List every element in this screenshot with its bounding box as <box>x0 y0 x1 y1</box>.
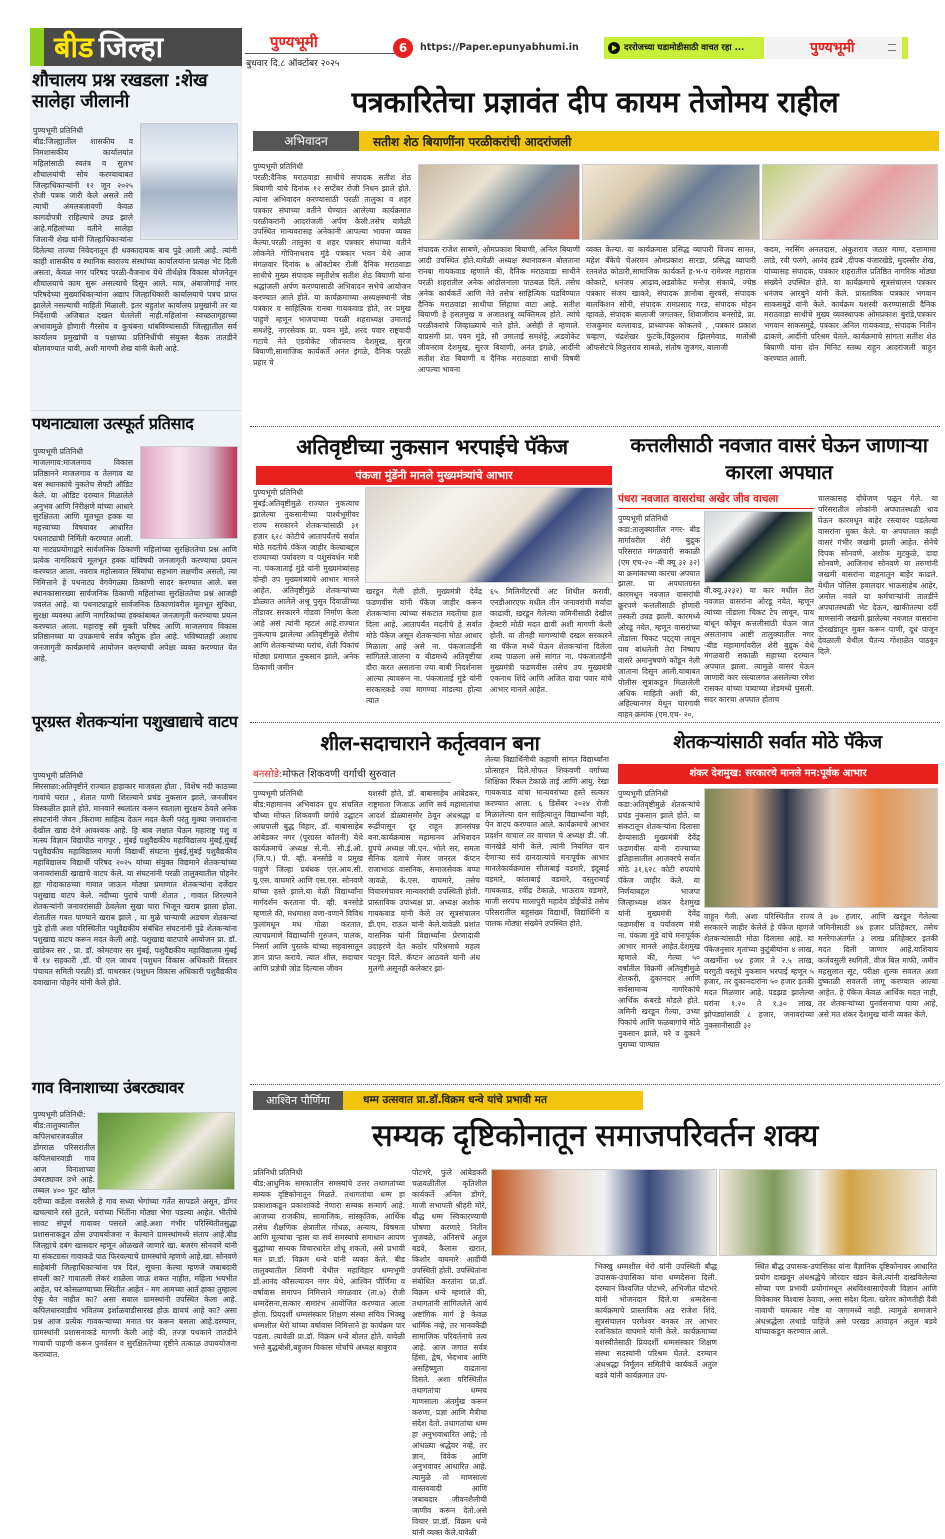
classes-headline: शील-सदाचाराने कर्तृत्ववान बना <box>320 731 540 755</box>
lead-photo-3 <box>762 164 938 240</box>
dhamma-col-1 <box>253 1168 405 1432</box>
date-line: बुधवार दि.८ ऑक्टोबर २०२५ <box>246 59 340 69</box>
calves-headline: कत्तलीसाठी नवजात वासरं घेऊन जाणाऱ्या कारला अपघात <box>630 433 928 484</box>
lead-col-1-text: परळी:दैनिक मराठवाडा साथीचे संपादक सतीश शेठ बियाणी यांचे दिनांक १२ सप्टेंबर रोजी निधन झाले होते. त्यांना अभिवादन करण्यासाठी परळी तालुका व शहर पत्रकार संघाच्या वतीने घेण्यात आलेल्या कार्यक्रमात परळीकरांनी आदरांजली अर्पण केली.तसेच यावेळी उपस्थित मान्यवरासह अनेकांनी आपल्या भावना व्यक्त केल्या.परळी तालुका व शहर पत्रकार संघाच्या वतीने लोकनेते गोपिनाथराव मुंडे पत्रकार भवन येथे आज मंगळवार दिनांक ७ ऑक्टोबर रोजी दैनिक मराठवाडा साथीचे मुख्य संपादक स्मृतीशेष सतीश शेठ बियाणी यांना श्रद्धांजली अर्पण करण्यासाठी अभिवादन सभेचे आयोजन करण्यात आले होते. या कार्यक्रमाच्या अध्यक्षस्थानी जेष्ठ पत्रकार व साहित्यिक रानबा गायकवाड होते, तर प्रमुख पाहुणे म्हणून भाजपाच्या परळी शहराध्यक्ष उमाताई समशेट्टे, नगरसेवक प्रा. पवन मुंडे, शरद पवार राष्ट्रवादी गटाचे नेते एडवोकेट जीवनराव देशमुख, सुरज बियाणी,सामाजिक कार्यकर्ते अनंत इंगळे, दैनिक परळी प्रहार चे <box>253 172 411 368</box>
lead-kicker: अभिवादन <box>253 131 359 151</box>
classes-subhead <box>253 766 451 783</box>
section-banner-accent <box>30 28 44 66</box>
story-toilet-body <box>33 126 237 406</box>
dhamma-col-1-text: बीड:आधुनिक समकालीन समस्यांचे उत्तर तथागतांच्या सम्यक दृष्टिकोनातून मिळते. तथागतांचा धम्म हा प्रकाशाकडून प्रकाशाकडे नेणारा सम्यक सन्मार्ग आहे. आजच्या राजकीय, सामाजिक, सांस्कृतिक, आर्थिक तसेच शैक्षणिक क्षेत्रातील गोंधळ, अन्याय, विषमता आणि मूल्यांचा ऱ्हास या सर्व समस्यांचे समाधान आपण बुद्धांच्या सम्यक विचारधारेत शोधू शकतो, असे प्रभावी मत प्रा.डॉ. विक्रम धन्वे यांनी व्यक्त केले. बीड तालुक्यातील शिवणी येथील महाविहार धम्मभूमी डॉ.आनंद कौसल्यायन नगर येथे, आश्विन पौर्णिमा व वर्षावास समापन निमित्ताने मंगळवार (ता.७) रोजी धम्मदेसना,सत्कार समारंभ आयोजित करण्यात आला होता. प्रियदर्शी धम्मसंस्कार शिक्षण संस्था सचिव भिक्खु धम्मशील थेरो यांच्या वर्षावास निमित्ताने हा कार्यक्रम पार पडला. त्यावेळी प्रा.डॉ. विक्रम धन्वे बोलत होते. यावेळी भन्ते बुद्धबोधी,बहुजन विकास मोर्चाचे अध्यक्ष बाबुराव <box>253 1178 405 1352</box>
byline: पुण्यभूमी प्रतिनिधी <box>253 488 304 497</box>
paper-logo: पुण्यभूमी <box>270 33 318 51</box>
byline: पुण्यभूमी प्रतिनिधी: <box>33 1110 86 1119</box>
classes-subhead-text: मोफत शिकवणी वर्गाची सुरुवात <box>282 769 396 780</box>
byline: पुण्यभूमी प्रतिनिधी <box>33 771 84 780</box>
farmers-col-3: ते ३७ हजार, आणि खरडून गेलेल्या जमिनीसाठी ४७ हजार प्रतिहेक्टर, तसेच मनरेगाअंतर्गत ३ लाख प्रतिहेक्टर इतकी मदत दिली जाणार आहे.याशिवाय कर्जवसुली स्थगिती, वीज बिल माफी, जमीन महसुलात सूट, परीक्षा शुल्क सवलत अशा दुष्काळी सवलती लागू करण्यात आल्या आहेत. हे पॅकेज केवळ आर्थिक मदत नाही, तर शेतकऱ्यांच्या पुनर्वसनाचा पाया आहे, असे मत शंकर देशमुख यांनी व्यक्त केले. <box>818 912 938 1020</box>
story-text: माजलगाव:माजलगाव विकास प्रतिष्ठानने माजलगाव व तेलगाव या बस स्थानकांचे नुकतेच सेफ्टी ऑडिट केले. या ऑडिट दरम्यान मिळालेले अनुभव आणि निरीक्षणे यांच्या आधारे सुरक्षितता आणि मूलभूत हक्क या महत्त्वाच्या विषयावर आधारित पथनाट्याची निर्मिती करण्यात आली. या नाट्यप्रयोगाद्वारे सार्वजनिक ठिकाणी महिलांच्या सुरक्षिततेचा प्रश्न आणि प्रत्येक नागरिकाचे मूलभूत हक्क यांविषयी जनजागृती करण्याचा प्रयत्न करण्यात आला. नवरात्र महोत्सवात स्त्रियांचा सहभाग लक्षणीय असतो, त्या निमित्ताने हे पथनाट्य वेगवेगळ्या ठिकाणी सादर करण्यात आले. बस स्थानकासारख्या सार्वजनिक ठिकाणी महिलांच्या सुरक्षिततेचा प्रश्न आजही ज्वलंत आहे. या पथनाट्याद्वारे सार्वजनिक ठिकाणांवरील मूलभूत सुविधा, सुरक्षा व्यवस्था आणि नागरिकांच्या हक्कांबाबत जनजागृती करण्याचा प्रयत्न करण्यात आला. महाराष्ट्र स्त्री मुक्ती परिषद आणि माजलगाव विकास प्रतिष्ठानच्या या उपक्रमाचे सर्वत्र कौतुक होत आहे. भविष्यातही अशाच जनजागृती कार्यक्रमांचे आयोजन करण्याची अपेक्षा व्यक्त करण्यात येत आहे. <box>33 457 237 664</box>
divider <box>250 1084 940 1085</box>
farmers-headline: शेतकऱ्यांसाठी सर्वात मोठे पॅकेज <box>673 732 882 753</box>
classes-col-3: लेल्या विद्यार्थिनीची कहाणी सांगत विद्यार्थ्यांना प्रोत्साहन दिले.मोफत शिकवणी वर्गाच्या शिक्षिका रिंकल टेकाळे ताई आणि आयु. रेखा गायकवाड यांचा मान्यवरांच्या हस्ते सत्कार करण्यात आला. ६ डिसेंबर २०२४ रोजी मिळालेल्या दान साहित्यातून विद्यार्थ्यांना वही, पेन वाटप करण्यात आले. कार्यक्रमाचे आभार प्रदर्शन वाचाल तर वाचाल चे अध्यक्ष डी. जी. वानखेडे यांनी केले. त्यांनी नियमित दान देणाऱ्या सर्व दानदात्यांचे मनःपूर्वक आभार मानलेकार्यक्रमास सीताबाई वडमारे, इंदूबाई वडमारे, कांताबाई वडमारे, वस्तुराबाई गायकवाड, रवींद्र टेकाळे, भाऊराव वडमारे, माजी सरपंच मालापुरी महादेव डोईफोडे तसेच परिसरातील बहुसंख्य विद्यार्थी, विद्यार्थिनी व पालक मोठ्या संख्येने उपस्थित होते. <box>485 755 609 928</box>
story-village-headline: गाव विनाशाच्या उंबरठ्यावर <box>32 1078 184 1097</box>
package-col-3: ६५ मिलिमीटरची अट शिथील करावी, एनडीआरएफ मधील तीन जनावरांची मर्यादा काढावी, खरडून गेलेल्या जमिनीसाठी देखील हेक्टरी मोठी मदत द्यावी अशी मागणी केली होती. या तीनही मागण्यांची दखल सरकारने या पॅकेज मध्ये घेऊन शेतकऱ्यांना दिलेला शब्द पाळला असे सांगत ना. पंकजाताईंनी मुख्यमंत्री फडणवीस तसेच उप मुख्यमंत्री एकनाथ शिंदे आणि अजित दादा पवार यांचे आभार मानले आहेत. <box>490 587 612 695</box>
divider <box>250 722 940 723</box>
classes-subhead-name: बनसोडे: <box>253 769 283 780</box>
lead-col-1 <box>253 162 411 420</box>
promo-brand: पुण्यभूमी <box>810 40 855 56</box>
farmers-col-1 <box>618 789 700 1079</box>
lead-subhead-bar <box>359 131 939 151</box>
divider <box>30 410 242 411</box>
package-photo <box>365 487 613 583</box>
calves-subhead: पंधरा नवजात वासरांचा अखेर जीव वाचला <box>618 492 814 509</box>
dhamma-photo-2 <box>719 1169 937 1256</box>
farmers-col-1-text: कडा:अतिवृष्टीमुळे शेतकऱ्यांचे प्रचंड नुकसान झाले होते. या संकटातून शेतकऱ्यांना दिलासा देण्यासाठी मुख्यमंत्री देवेंद्र फडणवीस यांनी राज्याच्या इतिहासातील आजवरचे सर्वात मोठे ३१,६२८ कोटी रुपयांचे पॅकेज जाहीर केले. या निर्णयाबद्दल भाजपा जिल्हाध्यक्ष शंकर देशमुख यांनी मुख्यमंत्री देवेंद्र फडणवीस व पर्यावरण मंत्री ना. पंकजा मुंडे यांचे मनःपूर्वक आभार मानले आहेत.देशमुख म्हणाले की, गेल्या ५० वर्षांतील विक्रमी अतिवृष्टीमुळे शेतकरी, दुकानदार आणि सर्वसामान्य नागरिकांचे आर्थिक कंबरडे मोडले होते. जमिनी खरडून गेल्या, उभ्या पिकांचे आणि फळबागांचे मोठे नुकसान झाले, घरे व दुकाने पुराच्या पाण्यात <box>618 799 700 1049</box>
story-toilet-headline: शौचालय प्रश्न रखडला :शेख सालेहा जीलानी <box>32 70 208 112</box>
classes-col-1 <box>253 789 363 1079</box>
dhamma-col-3: भिक्खु धम्मशील थेरो यांनी उपस्थिती बौद्ध उपासक-उपासिका यांना धम्मदेसना दिली. दरम्यान विश्वजित पोटभरे, अभिजीत पोटभरे यांनी भोजनदान दिले.या धम्मदेसना कार्यक्रमाचे प्रास्ताविक अड राजेश शिंदे, सूत्रसंचालन परमेश्वर बनकर तर आभार रजनिकांत वाघमारे यांनी केले. कार्यक्रमाच्या यशस्वीतेसाठी प्रियदर्शी धम्मसंस्कार शिक्षण संस्था सदस्यांनी परिश्रम घेतले. दरम्यान अंधश्रद्धा निर्मूलन समितीचे कार्यकर्ते अतुल बडवे यांनी कार्यक्रमात उप- <box>595 1262 717 1381</box>
byline: पुण्यभूमी प्रतिनिधी <box>253 162 304 171</box>
dhamma-col-4: स्थित बौद्ध उपासक-उपासिका यांना वैज्ञानिक दृष्टिकोनावर आधारित प्रयोग दाखवून अंधश्रद्धेचे जोरदार खंडन केले.त्यांनी दाखविलेल्या सोप्या पण प्रभावी प्रयोगांमधून अंधविश्वासाऐवजी विज्ञान आणि विवेकावर विश्वास ठेवावा, असा संदेश दिला. खरेतर कोणतीही दैवी नावाची चमत्कार गोष्ट या जगामध्ये नाही. त्यामुळे समाजाने अंधश्रद्धेला लथाडे पाहिजे असे परखड आवाहन अतुल बडवे यांच्याकडून करण्यात आले. <box>755 1262 937 1337</box>
classes-col-1-text: बीड:महामानव अभिवादन ग्रुप संचलित चौथ्या मोफत शिकवणी वर्गाचे उद्घाटन आम्रपाली बुद्ध विहार, डॉ. बाबासाहेब आंबेडकर नगर (पूरग्रस्त कॉलनी) येथे कार्यक्रमाचे अध्यक्ष से.नी. सी.ई.ओ. (जि.प.) पी. व्ही. बनसोडे व प्रमुख पाहुणे जिल्हा प्रबंधक एल.आय.सी. यू.एस. वाघमारे आणि एस.एस. सोनवणे यांच्या हस्ते झाले.या वेळी विद्यार्थ्यांना मार्गदर्शन करताना पी. व्ही. बनसोडे म्हणाले की, मधमाशा वणा-वणाने विविध फुलांमधून मध गोळा करतात, त्याचप्रमाणे विद्यार्थ्यांनी गुरुजन, पालक, निसर्ग आणि पुस्तके यांच्या सहवासातून ज्ञान प्राप्त करावे. त्यात शील, सदाचार आणि प्रज्ञेची जोड दिल्यास जीवन <box>253 799 363 973</box>
story-text: सिरसाळा:अतिवृष्टीने राज्यात हाहाकार माजवला होता , विशेष नदी काठच्या गावांचे घरात , शेतात पाणी शिरल्याने प्रचंड नुकसान झाले, जनजीवन विस्कळीत झाले होते. मानवाने स्थलांतर करून स्वताला सुरक्षय ठेवले अनेक संघटनांनी जेवन ,किराणा साहित्य देऊन मदत केली परंतु मुक्या जनावरांना देखील खाद्य देणे आवश्यक आहे. हि बाब लक्षात घेऊन महाराष्ट्र पशु व मत्स्य विज्ञान विद्यापीठ नागपूर , मुंबई पशुवैद्यकीय महाविद्यालय मुंबई,मुंबई पशुवैद्यकीय महाविद्यालय माजी विद्यार्थी संघटना मुंबई,मुंबई पशुवैद्यकीय महाविद्यालय विद्यार्थी परिषद २०२५ यांच्या संयुक्त विद्यमाने शेतकऱ्यांच्या जनावरांसाठी खाद्याचे वाटप केले. या संघटनांनी परळी तालुक्यातील पोहनेर ह्या गोदाकाठच्या गावात जाऊन मोठ्या प्रमाणात शेतकऱ्यांना दर्जेदार पशुखाद्य वाटप केले. नदीच्या पुराचे पाणी शेतात , गावात शिरल्याने शेतकऱ्यांनी जनावरांसाठी ठेवलेला सुखा चारा भिजून खराब झाला होता. शेतातील गवत पाण्याने खराब झाले , या मुळे चाऱ्याची अडचण शेतकऱ्यां पुढे होती अशा परिस्थितीत पशुवैद्यकीय संबंधित संघटनांनी पुढे शेतकऱ्यांना पशुखाद्य वाटप करून मदत केली आहे. पशुखाद्य वाटपाचे आयोजन प्रा. डॉ. खांडेकर सर , प्रा. डॉ. कोमटवार सर मुंबई, पशुवैद्यकीय महाविद्यालय मुंबई चे १४ सहकारी ,डॉ. पी एल जाधव (पशुधन विकास अधिकारी विस्तार पंचायत समिती परळी) डॉ. पाथरकर (पशुधन विकास अधिकारी पशुवैद्यकीय दवाखाना पोहनेर यांनी केले होते. <box>33 781 237 988</box>
story-fodder-headline: पूरग्रस्त शेतकऱ्यांना पशुखाद्याचे वाटप <box>32 712 238 731</box>
calves-col-1 <box>618 514 700 720</box>
dhamma-subhead: धम्म उत्सवात प्रा.डॉ.विक्रम धन्वे यांचे प्रभावी मत <box>363 1094 547 1106</box>
divider <box>250 426 940 427</box>
promo-text: दररोजच्या घडामोडीसाठी वाचत रहा ... <box>624 43 745 53</box>
byline: प्रतिनिधी प्रतिनिधी <box>253 1168 303 1177</box>
calves-col-1-text: कडा:तालुक्यातील नगर- बीड मार्गावरील शेरी बुद्रुक परिसरात मंगळवारी सकाळी (एम एच-२० -बी क्यू ३२ ३२) या क्रमांकाच्या कारचा अपघात झाला. या अपघातग्रस्त कारमधून नवजात वासरांची क्रूरपणे कत्तलीसाठी होणारी तस्करी उघड झाली. कारमध्ये ओरडू नयेत, म्हणून वासरांच्या तोंडाला चिकट पट्ट्या लावून पाय बांधलेली तेरा निष्पाप वासरे अमानुषपणे कोंडून नेली जाताना दिसून आली.याबाबत पोलीस सूत्राकडून मिळालेली अधिक माहिती अशी की, अहिल्यानगर येथून घारगावी वाहन क्रमांक (एम.एच- २०, <box>618 524 700 720</box>
farmers-subhead: शंकर देशमुख: सरकारचे मानले मन:पूर्वक आभार <box>618 764 938 784</box>
byline: पुण्यभूमी प्रतिनिधी <box>618 514 669 523</box>
lead-photo-2 <box>582 164 760 240</box>
dhamma-col-2: पोटभरे, फुले आंबेडकरी चळवळीतील कृतिशील कार्यकर्ते अनिल डोंगरे, माजी सभापती श्रीहरी मोरे, बौद्ध धम्म स्विकारण्याची घोषणा करणारे नितीन भुजबळे, अंनिसचे अतुल बडवे, कैलास खरात, किशोर वाघमारे आदींची उपस्थिती होती. उपस्थितांना संबोधित करतांना प्रा.डॉ. विक्रम धन्वे म्हणाले की, तथागतांनी सांगितलेले आर्य अष्टांगिक मार्ग हे केवळ धार्मिक नव्हे, तर मानवकेंद्री सामाजिक परिवर्तनाचे तत्व आहे. आज जगात सर्वत्र हिंसा, द्वेष, भेदभाव आणि असहिष्णुता वाढताना दिसते. अशा परिस्थितीत तथागतांचा धम्मच माणसाला अंतर्मुख करून करुणा, प्रज्ञा आणि मैत्रीचा संदेश देतो. तथागतांचा धम्म हा अनुभवाधारित आहे; तो आंधळ्या श्रद्धेवर नव्हे, तर ज्ञान, विवेक आणि अनुभवावर आधारित आहे. त्यामुळे तो माणसाला वास्तववादी आणि जबाबदार जीवनशैलीची जाणीव करून देतो.असे विचार प्रा.डॉ. विक्रम धन्वे यांनी व्यक्त केले.यावेळी <box>412 1168 487 1537</box>
section-title <box>54 28 163 66</box>
classes-col-2: यशस्वी होते. डॉ. बाबासाहेब आंबेडकर, राष्ट्रमाता जिजाऊ आणि सर्व महामातांचा आदर्श डोळ्यासमोर ठेवून अंधश्रद्धा व रूढींपासून दूर राहून ज्ञानसंपन्न बना.कार्यक्रमास महामानव अभिवादन ग्रुपचे अध्यक्ष जी.एन. भोले सर, समता सैनिक दलाचे मेजर जनरल कॅप्टन राजाभाऊ वासनिक, समाजसेवक बप्पा जावळे, के.एस. वाघमारे, तसेच विचारमंचावर मान्यवरांची उपस्थिती होती. प्रास्ताविक उपाध्यक्ष प्रा. अध्यक्ष अशोक गायकवाड यांनी केले तर सूत्रसंचालन डी.एम. राऊत यांनी केले.यावेळी प्रशांत वासनिक यांनी विद्यार्थ्यांना प्रेरणादायी उदाहरणे देत कठोर परिश्रमाचे महत्व पटवून दिले. कॅप्टन आठवले यांनी अंध मुलगी असूनही कलेक्टर झा- <box>368 789 480 973</box>
play-icon <box>608 42 620 54</box>
package-subhead: पंकजा मुंडेंनी मानले मुख्यमंत्र्यांचे आभार <box>256 466 612 485</box>
dhamma-photo-1 <box>491 1169 717 1256</box>
lead-photo-1 <box>418 164 580 240</box>
lead-col-4: कदम, नरसिंग अनलदास, अंकुशराव जठार मामा, दत्तामामा लांडे, रवी पलंगे, आनंद हडबे ,दीपक वंजारखेडे, मुदस्सीर शेख, यांच्यासह संपादक, पत्रकार शहरातील प्रतिष्ठित नागरिक मोठ्या संख्येने उपस्थित होते. या कार्यक्रमाचे सूत्रसंचालन पत्रकार धनंजय आरबुने यांनी केले. प्रास्ताविक पत्रकार भगवान साकसमुद्रे यांनी केले. कार्यक्रम यशस्वी करण्यासाठी दैनिक मराठवाडा साथीचे मुख्य व्यवस्थापक ओमप्रकाश बुरांडे,पत्रकार भगवान साकसमुद्रे, पत्रकार अनिल गायकवाड, संपादक नितीन ढाकणे, आदींनी परिश्रम घेतले. कार्यक्रमाचे सांगता सतीश शेठ बियाणी यांना दोन मिनिट स्तब्ध राहून आदरांजली वाहून करण्यात आली. <box>764 245 936 364</box>
page-number: 6 <box>393 38 413 58</box>
lead-subhead: सतीश शेठ बियाणींना परळीकरांची आदरांजली <box>373 135 572 149</box>
dhamma-kicker: आश्विन पौर्णिमा <box>253 1091 343 1110</box>
story-text: बीड:तालुक्यातील कपिलधारजवळील डोंगराळ परिसरातील कपिलधारवाडी गाव आज विनाशाच्या उंबरठ्यावर उभे आहे. तब्बल ४०० फूट खोल दरीच्या कडेला वसलेले हे गाव सध्या भेगांच्या गर्तेत सापडले असून, डोंगर खचल्याने रस्ते तुटले, घरांच्या भिंतींना मोठ्या भेगा पडल्या आहेत. भीतीचे सावट संपूर्ण गावावर पसरले आहे.अशा गंभीर परिस्थितीतसुद्धा प्रशासनाकडून ठोस उपाययोजना न केल्याने ग्रामस्थांमध्ये संताप आहे.बीड जिल्ह्याचे दबंग खासदार म्हणून ओळखले जाणारे खा. बजरंग सोनवणे यांनी या संकटग्रस्त गावाकडे पाठ फिरवल्याचे ग्रामस्थांचे म्हणणे आहे.खा. सोनवणे साहेबांनी जिल्हाधिकाऱ्यांना पत्र दिलं, सूचना केल्या म्हणजे जबाबदारी संपली का? गावातली लेकरं शाळेला जाऊ शकत नाहीत, महिला भयभीत आहेत, घरं कोसळण्याच्या स्थितीत आहेत - मग आमच्या आर्त हाका तुम्हाला ऐकू येत नाहीत का? असा सवाल ग्रामस्थांनी उपस्थित केला आहे. कपिलधारवाडीचं भवितव्य इर्शाळवाडीसारखं होऊ द्यायचं आहे का? असा प्रश्न आज प्रत्येक गावकऱ्याच्या मनात घर करून बसला आहे.दरम्यान, ग्रामस्थांनी प्रशासनाकडे मागणी केली आहे की, तज्ज्ञ पथकाने तातडीने गावाची पाहणी करून पुनर्वसन व सुरक्षिततेच्या दृष्टीने तत्काळ उपाययोजना कराव्यात. <box>33 1120 237 1359</box>
story-fodder-body <box>33 771 237 1067</box>
calves-photo <box>704 511 813 583</box>
story-street-play-headline: पथनाट्याला उत्स्फूर्त प्रतिसाद <box>32 414 194 433</box>
section-title-district: बीड <box>54 30 94 64</box>
lead-headline: पत्रकारितेचा प्रज्ञावंत दीप कायम तेजोमय राहील <box>351 85 839 119</box>
website-link[interactable]: https://Paper.epunyabhumi.in <box>420 42 579 53</box>
package-headline: अतिवृष्टीच्या नुकसान भरपाईचे पॅकेज <box>296 435 568 459</box>
story-text: बीड:जिल्ह्यातील शासकीय व निमशासकीय कार्यालयांत महिलांसाठी स्वतंत्र व सुलभ शौचालयांची सोय करण्याबाबत जिल्हाधिकाऱ्यांनी १२ जून २०२५ रोजी पत्रक जारी केले असले तरी त्याची अंमलबजावणी केवळ कागदोपत्री राहिल्याचे उघड झाले आहे.महिलांच्या वतीने सालेहा जिलानी शेख यांनी जिल्हाधिकाऱ्यांना दिलेल्या ताज्या निवेदनातून ही धक्कादायक बाब पुढे आली आहे. त्यांनी काही शासकीय व स्थानिक स्वराज्य संस्थांच्या कार्यालयांना प्रत्यक्ष भेट दिली असता, केवळ नगर परिषद परळी-वैजनाथ येथे तीर्थक्षेत्र विकास योजनेतून शौचालयाचे काम सुरू असल्याचे दिसून आले. मात्र, अंबाजोगाई नगर परिषदेच्या मुख्याधिकाऱ्यांना अद्याप जिल्हाधिकारी कार्यालयाचे पत्रच प्राप्त झालेले नसल्याची माहिती मिळाली. इतर बहुतांश कार्यालय प्रमुखांनी तर या निर्देशाची अजिबात दखल घेतलेली नाही.महिलांना स्वच्छतागृहाच्या अभावामुळे होणारी गैरसोय व कुचंबना थांबविण्यासाठी जिल्ह्यातील सर्व कार्यालय प्रमुखांची व पक्षाच्या प्रतिनिधींची संयुक्त बैठक तातडीने बोलावण्यात यावी, अशी मागणी शेख यांनी केली आहे. <box>33 136 237 354</box>
promo-banner[interactable] <box>604 37 764 59</box>
package-col-2: खरडून गेली होती. मुख्यमंत्री देवेंद्र फडणवीस यांनी पॅकेज जाहीर करून शेतकऱ्यांना त्यांच्या संकटात मदतीचा हात दिला आहे. आतापर्यंत मदतीचे हे सर्वात मोठे पॅकेज असून शेतकऱ्यांना मोठा आधार मिळाला आहे असे ना. पंकजाताईंनी सांगितले.जालना व बीडमध्ये अतिवृष्टीचा दौरा करत असताना ज्या बाबी निदर्शनास आल्या त्यावरून ना. पंकजाताई मुंडे यांनी सरकारकडे ज्या मागण्या मांडल्या होत्या त्यात <box>366 587 482 706</box>
calves-col-2: बी.क्यू.३२३२) या कार मधील तेरा नवजात वासरांना ओरडू नयेत, म्हणून त्यांच्या तोंडाला चिकट टेप लावून, पाय बांधून कोंबून कत्तलीसाठी घेऊन जात असतानाच आष्टी तालुक्यातील नगर -बीड महामार्गावरील शेरी बुद्रुक येथे मंगळवारी सकाळी सहाच्या दरम्यान अपघात झाला. त्यामुळे वासरं घेऊन जाणारी कार रस्त्यालगत असलेल्या रमेश रासकर यांच्या पत्र्याच्या शेडमध्ये घुसली. सदर कारचा अपघात होताच <box>704 586 814 705</box>
byline: पुण्यभूमी प्रतिनिधी <box>33 447 84 456</box>
story-street-play-body <box>33 447 237 697</box>
lead-col-2: संपादक राजेश साबणे, ओमप्रकाश बियाणी, अनिल बियाणी आदी उपस्थित होते.यावेळी अध्यक्ष स्थानावरून बोलताना रानबा गायकवाड म्हणाले की, दैनिक मराठवाडा साथीने परळी शहरातील अनेक आंदोलनाला पाठबळ दिले. तसेच अनेक कार्यकर्ते आणि नेते तसेच साहित्यिक घडविण्यात दैनिक मराठवाडा साथीचा सिंहाचा वाटा आहे. सतीश बियाणी हे हसतमुख व अजातशत्रू व्यक्तिमत्व होते. त्यांचे परळीकरांचे जिव्हाळ्याचे नाते होते. असेही ते म्हणाले. याप्रसंगी प्रा. पवन मुंडे, सौ उमाताई समशेट्टे, अडवोकेट जीवनराव देशमुख, सुरज बियाणी, अनंत इंगळे, आदींनी सतीश शेठ बियाणी व दैनिक मराठवाडा साथी विषयी आपल्या भावना <box>418 245 580 374</box>
farmers-col-2: वाहून गेली. अशा परिस्थितीत राज्य सरकारने जाहीर केलेले हे पॅकेज म्हणजे शेतकऱ्यांसाठी मोठा दिलासा आहे. या पॅकेजनुसार मृतांच्या कुटुंबीयांना ४ लाख, जखमींना ७४ हजार ते २.५ लाख, घरगुती वस्तूंचे नुकसान भरपाई म्हणून ५ हजार, तर दुकानदारांना ५० हजार इतकी मदत मिळणार आहे. पडझड झालेल्या घरांना १.२० ते १.३० लाख, झोपड्यांसाठी ८ हजार, जनावरांच्या नुकसानीसाठी ३२ <box>704 912 814 1031</box>
dhamma-headline: सम्यक दृष्टिकोनातून समाजपरिवर्तन शक्य <box>371 1118 819 1154</box>
byline: पुण्यभूमी प्रतिनिधी <box>618 789 669 798</box>
lead-col-3: व्यक्त केल्या. या कार्यक्रमास प्रसिद्ध व्यापारी विजय सामत, महेश बँकेचे चेअरमन ओमप्रकाश सारडा, प्रसिद्ध व्यापारी रतनशेठ कोठारी,सामाजिक कार्यकर्ते ह-भ-प रामेश्वर महाराज कोकाटे, धनंजय आढाव,अडवोकेट मनोज संकाये, ज्येष्ठ पत्रकार संजय खाकरे, संपादक ज्ञानोबा सुरवसे, संपादक बालकिशन सोनी, संपादक रामप्रसाद गरड, संपादक मोहन व्हावळे, संपादक बालाजी जगतकर, शिवाजीराव बनसोडे, प्रा. राजकुमार यल्लावाड, प्राध्यापक कोकलवे , ,पत्रकार प्रकाश चव्हाण, चंद्रशेखर फुटके,विठ्ठलराव झिलमेवाड, मातोश्री ऑफसेटचे विठ्ठलराव साबळे, संतोष जुजगर, बालाजी <box>586 245 756 353</box>
byline: पुण्यभूमी प्रतिनिधी <box>253 789 304 798</box>
menu-icon <box>888 44 896 51</box>
calves-col-3: चालकासह दोघेजण पळून गेले. या परिसरातील लोकांनी अपघातस्थळी धाव घेऊन कारमधून बाहेर रस्त्यावर पडलेल्या वासरांना मुक्त केले. या अपघातात काही वासरं गंभीर जखमी झाली आहेत. सेनेचे दिपक सोनवणे, अशोक मुटकुळे, दादा सोनवणे, आजिनाथ सोनवणे या तरुणांनी जखमी वासरांना वाहनातून बाहेर काढले. येथील पोलिस हवालदार भाऊसाहेब आहेर, अमोल नवले या कर्मचाऱ्यांनी तातडीने अपघातस्थळी भेट देऊन, खाकीतल्या दर्दी माणसांनी जखमी झालेल्या नवजात वासरांना दोरखंडातून मुक्त करून पाणी, दूध पाजून देवळाली येथील चैतन्य गोशाळेत पाठवून दिले. <box>818 494 938 656</box>
promo-epaper-thumb[interactable] <box>766 37 908 59</box>
section-title-label: जिल्हा <box>98 30 164 64</box>
farmers-photo <box>704 788 938 908</box>
masthead-rule <box>245 53 395 54</box>
package-col-1-text: मुंबई:अतिवृष्टीमुळे राज्यात नुकत्याच झालेल्या नुकसानीच्या पार्श्वभूमीवर राज्य सरकारने शेतकऱ्यांसाठी ३१ हजार ६२८ कोटीचे आतापर्यंतचे सर्वात मोठे मदतीचे पॅकेज जाहीर केल्याबद्दल राज्याच्या पर्यावरण व पशुसंवर्धन मंत्री ना. पंकजाताई मुंडे यांनी मुख्यमंत्र्यांसह दोन्ही उप मुख्यमंत्र्यांचे आभार मानले आहेत. अतिवृष्टीमुळे शेतकऱ्यांच्या डोळ्यात आलेले अश्रू पुसून दिवाळीच्या तोंडावर सरकारने गोडवा निर्माण केला आहे असं त्यांनी म्हटलं आहे.राज्यात नुकत्याच झालेल्या अतिवृष्टीमुळे शेतीचं आणि शेतकऱ्यांच्या घरांचं, शेती पिकांचं मोठ्या प्रमाणात नुकसान झाले. अनेक ठिकाणी जमीन <box>253 498 359 672</box>
dhamma-subhead-bar <box>343 1091 643 1110</box>
story-village-body <box>33 1110 237 1359</box>
byline: पुण्यभूमी प्रतिनिधी <box>33 126 84 135</box>
